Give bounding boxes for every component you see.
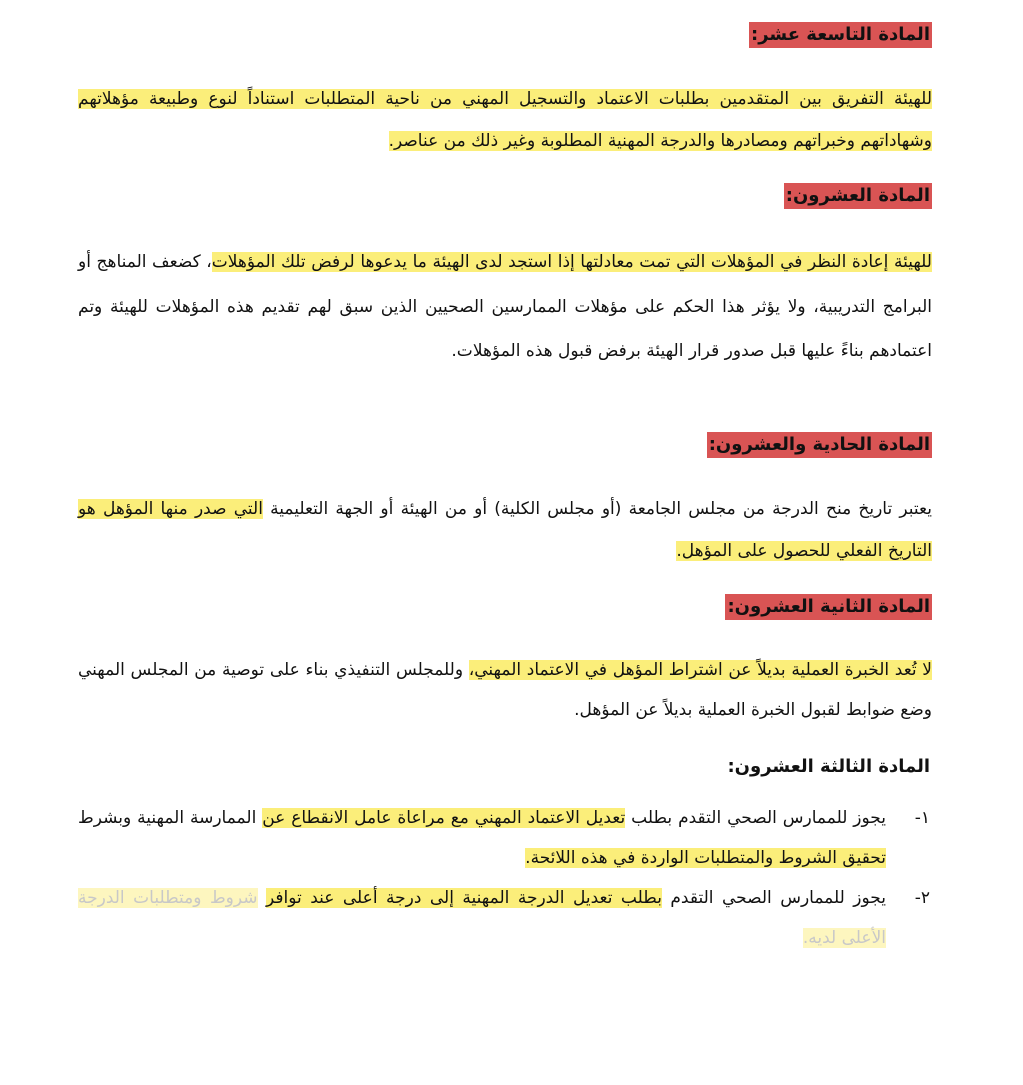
article-21-heading-text: المادة الحادية والعشرون: xyxy=(707,432,932,458)
article-23-heading-text: المادة الثالثة العشرون: xyxy=(727,756,930,777)
article-19-paragraph xyxy=(78,78,932,162)
list-item-text: الممارسة المهنية وبشرط xyxy=(78,808,263,828)
list-item-text: يجوز للممارس الصحي التقدم بطلب xyxy=(625,808,887,828)
article-20-text: ، كضعف المناهج أو البرامج التدريبية، ولا يؤثر هذا الحكم على مؤهلات الممارسين الصحيين الذين سبق لهم تقديم هذه المؤهلات للهيئة وتم اعتمادهم بناءً عليها قبل صدور قرار الهيئة برفض قبول هذه المؤهلات. xyxy=(78,252,932,361)
article-21-paragraph xyxy=(78,488,932,572)
list-item-text-highlighted: تعديل الاعتماد المهني مع مراعاة عامل الانقطاع عن xyxy=(262,808,626,828)
article-20-paragraph xyxy=(78,240,932,374)
article-23-heading xyxy=(725,752,932,782)
list-item-number: ٢- xyxy=(914,888,930,908)
article-20-heading-text: المادة العشرون: xyxy=(784,183,932,209)
article-19-text: للهيئة التفريق بين المتقدمين بطلبات الاعتماد والتسجيل المهني من ناحية المتطلبات استناداً لنوع وطبيعة مؤهلاتهم وشهاداتهم وخبراتهم ومصادرها والدرجة المهنية المطلوبة وغير ذلك من عناصر. xyxy=(78,89,932,151)
article-21-heading xyxy=(707,430,932,460)
article-23-list xyxy=(78,798,932,958)
article-20-text-highlighted: للهيئة إعادة النظر في المؤهلات التي تمت معادلتها إذا استجد لدى الهيئة ما يدعوها لرفض تلك المؤهلات xyxy=(211,252,932,272)
article-22-text: وللمجلس التنفيذي بناء على توصية من المجلس المهني وضع ضوابط لقبول الخبرة العملية بديلاً عن المؤهل. xyxy=(78,660,932,720)
article-21-text-highlighted: التي صدر منها المؤهل هو التاريخ الفعلي للحصول على المؤهل. xyxy=(78,499,932,561)
list-item-text: يجوز للممارس الصحي التقدم xyxy=(661,888,886,908)
article-20-heading xyxy=(784,181,932,211)
list-item-number: ١- xyxy=(914,808,930,828)
article-22-heading-text: المادة الثانية العشرون: xyxy=(725,594,932,620)
article-22-text-highlighted: لا تُعد الخبرة العملية بديلاً عن اشتراط المؤهل في الاعتماد المهني، xyxy=(468,660,933,680)
article-19-heading-text: المادة التاسعة عشر: xyxy=(749,22,932,48)
article-19-heading xyxy=(749,20,932,50)
list-item-faded-line: شروط ومتطلبات الدرجة الأعلى لديه. xyxy=(78,888,886,948)
article-22-heading xyxy=(725,592,932,622)
list-item xyxy=(78,878,932,958)
article-21-text: يعتبر تاريخ منح الدرجة من مجلس الجامعة (أو مجلس الكلية) أو من الهيئة أو الجهة التعليمية xyxy=(262,499,932,519)
article-22-paragraph xyxy=(78,650,932,730)
list-item-text-highlighted: تحقيق الشروط والمتطلبات الواردة في هذه اللائحة. xyxy=(525,848,886,868)
list-item xyxy=(78,798,932,878)
list-item-text-highlighted: بطلب تعديل الدرجة المهنية إلى درجة أعلى عند توافر xyxy=(265,888,662,908)
